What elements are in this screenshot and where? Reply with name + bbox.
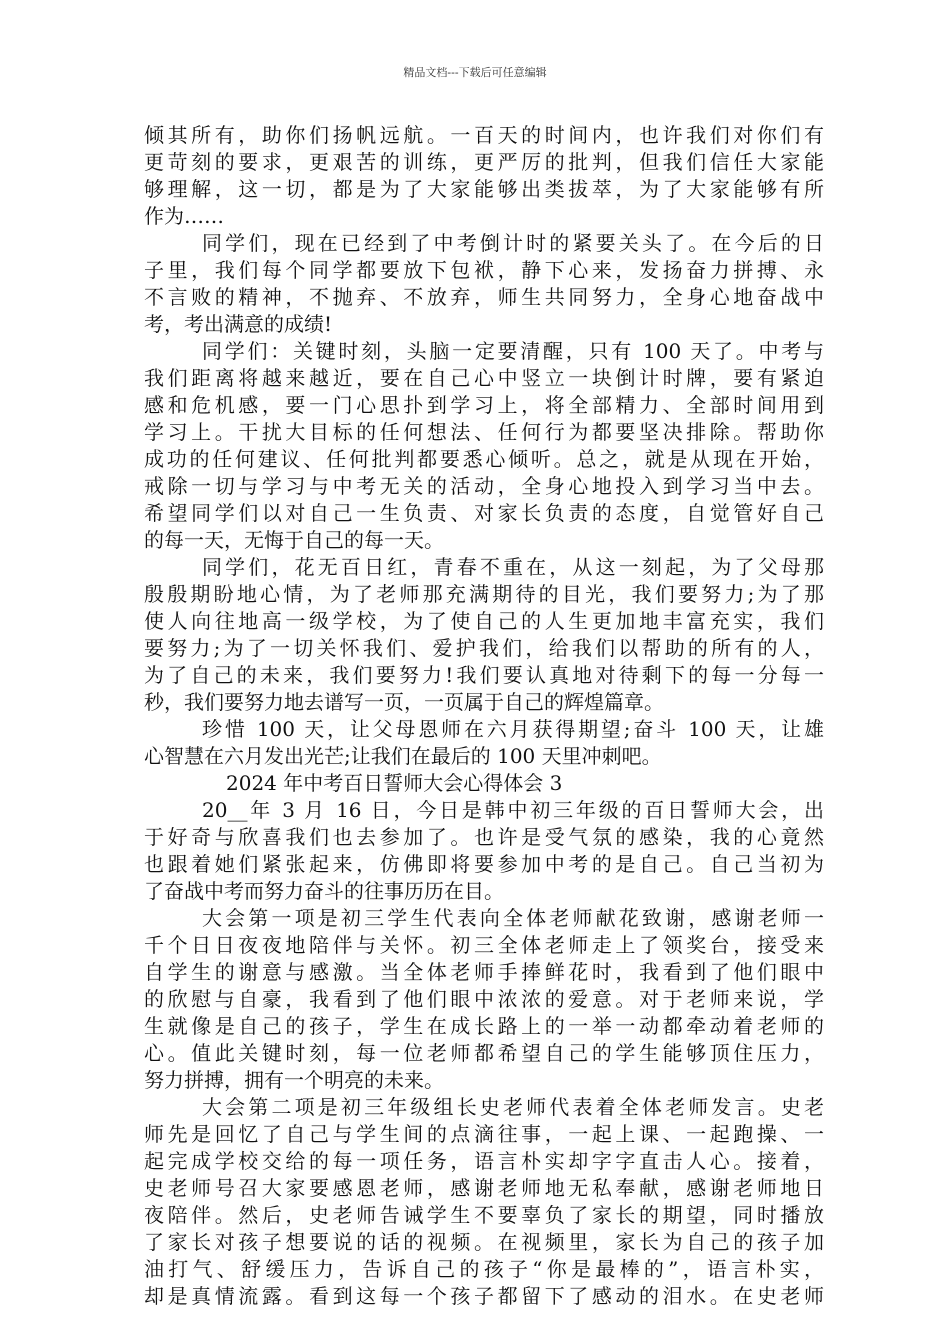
text-line: 大会第一项是初三学生代表向全体老师献花致谢，感谢老师一 (202, 906, 824, 930)
text-line: 同学们，现在已经到了中考倒计时的紧要关头了。在今后的日 (202, 231, 824, 255)
text-line: 使人向往地高一级学校，为了使自己的人生更加地丰富充实，我们 (144, 609, 824, 633)
text-line: 生就像是自己的孩子，学生在成长路上的一举一动都牵动着老师的 (144, 1014, 824, 1038)
text-line: 我们距离将越来越近，要在自己心中竖立一块倒计时牌，要有紧迫 (144, 366, 824, 390)
text-line: 千个日日夜夜地陪伴与关怀。初三全体老师走上了领奖台，接受来 (144, 933, 824, 957)
text-line: 自学生的谢意与感激。当全体老师手捧鲜花时，我看到了他们眼中 (144, 960, 824, 984)
text-line: 子里，我们每个同学都要放下包袱，静下心来，发扬奋力拼搏、永 (144, 258, 824, 282)
text-line: 同学们，花无百日红，青春不重在，从这一刻起，为了父母那 (202, 555, 824, 579)
text-line: 学习上。干扰大目标的任何想法、任何行为都要坚决排除。帮助你 (144, 420, 824, 444)
text-line: 于好奇与欣喜我们也去参加了。也许是受气氛的感染，我的心竟然 (144, 825, 824, 849)
text-line: 努力拼搏，拥有一个明亮的未来。 (144, 1068, 444, 1092)
text-line: 希望同学们以对自己一生负责、对家长负责的态度，自觉管好自己 (144, 501, 824, 525)
text-line: 殷殷期盼地心情，为了老师那充满期待的目光，我们要努力;为了那 (144, 582, 824, 606)
text-line: 了家长对孩子想要说的话的视频。在视频里，家长为自己的孩子加 (144, 1230, 824, 1254)
text-line: 成功的任何建议、任何批判都要悉心倾听。总之，就是从现在开始， (144, 447, 824, 471)
section-title: 2024 年中考百日誓师大会心得体会 3 (226, 771, 563, 795)
text-line: 考，考出满意的成绩! (144, 312, 333, 336)
page-header: 精品文档---下载后可任意编辑 (403, 66, 547, 79)
text-line: 却是真情流露。看到这每一个孩子都留下了感动的泪水。在史老师 (144, 1284, 824, 1308)
text-line: 夜陪伴。然后，史老师告诫学生不要辜负了家长的期望，同时播放 (144, 1203, 824, 1227)
text-line: 感和危机感，要一门心思扑到学习上，将全部精力、全部时间用到 (144, 393, 824, 417)
text-line: 更苛刻的要求，更艰苦的训练，更严厉的批判，但我们信任大家能 (144, 150, 824, 174)
text-line: 作为…… (144, 204, 224, 228)
text-line: 为了自己的未来，我们要努力!我们要认真地对待剩下的每一分每一 (144, 663, 824, 687)
text-line: 油打气、舒缓压力，告诉自己的孩子“你是最棒的”，语言朴实， (144, 1257, 824, 1281)
text-line: 同学们：关键时刻，头脑一定要清醒，只有 100 天了。中考与 (202, 339, 824, 363)
text-line: 不言败的精神，不抛弃、不放弃，师生共同努力，全身心地奋战中 (144, 285, 824, 309)
text-line: 起完成学校交给的每一项任务，语言朴实却字字直击人心。接着， (144, 1149, 824, 1173)
document-body (144, 122, 824, 1310)
text-line: 够理解，这一切，都是为了大家能够出类拔萃，为了大家能够有所 (144, 177, 824, 201)
text-line: 大会第二项是初三年级组长史老师代表着全体老师发言。史老 (202, 1095, 824, 1119)
text-line: 要努力;为了一切关怀我们、爱护我们，给我们以帮助的所有的人， (144, 636, 824, 660)
text-line: 秒，我们要努力地去谱写一页，一页属于自己的辉煌篇章。 (144, 690, 664, 714)
text-line: 也跟着她们紧张起来，仿佛即将要参加中考的是自己。自己当初为 (144, 852, 824, 876)
text-line: 心智慧在六月发出光芒;让我们在最后的 100 天里冲刺吧。 (144, 744, 662, 768)
text-line: 师先是回忆了自己与学生间的点滴往事，一起上课、一起跑操、一 (144, 1122, 824, 1146)
text-line: 20__年 3 月 16 日，今日是韩中初三年级的百日誓师大会，出 (202, 798, 824, 822)
text-line: 倾其所有，助你们扬帆远航。一百天的时间内，也许我们对你们有 (144, 123, 824, 147)
text-line: 戒除一切与学习与中考无关的活动，全身心地投入到学习当中去。 (144, 474, 824, 498)
text-line: 的欣慰与自豪，我看到了他们眼中浓浓的爱意。对于老师来说，学 (144, 987, 824, 1011)
text-line: 珍惜 100 天，让父母恩师在六月获得期望;奋斗 100 天，让雄 (202, 717, 824, 741)
text-line: 史老师号召大家要感恩老师，感谢老师地无私奉献，感谢老师地日 (144, 1176, 824, 1200)
text-line: 心。值此关键时刻，每一位老师都希望自己的学生能够顶住压力， (144, 1041, 824, 1065)
text-line: 的每一天，无悔于自己的每一天。 (144, 528, 444, 552)
text-line: 了奋战中考而努力奋斗的往事历历在目。 (144, 879, 504, 903)
